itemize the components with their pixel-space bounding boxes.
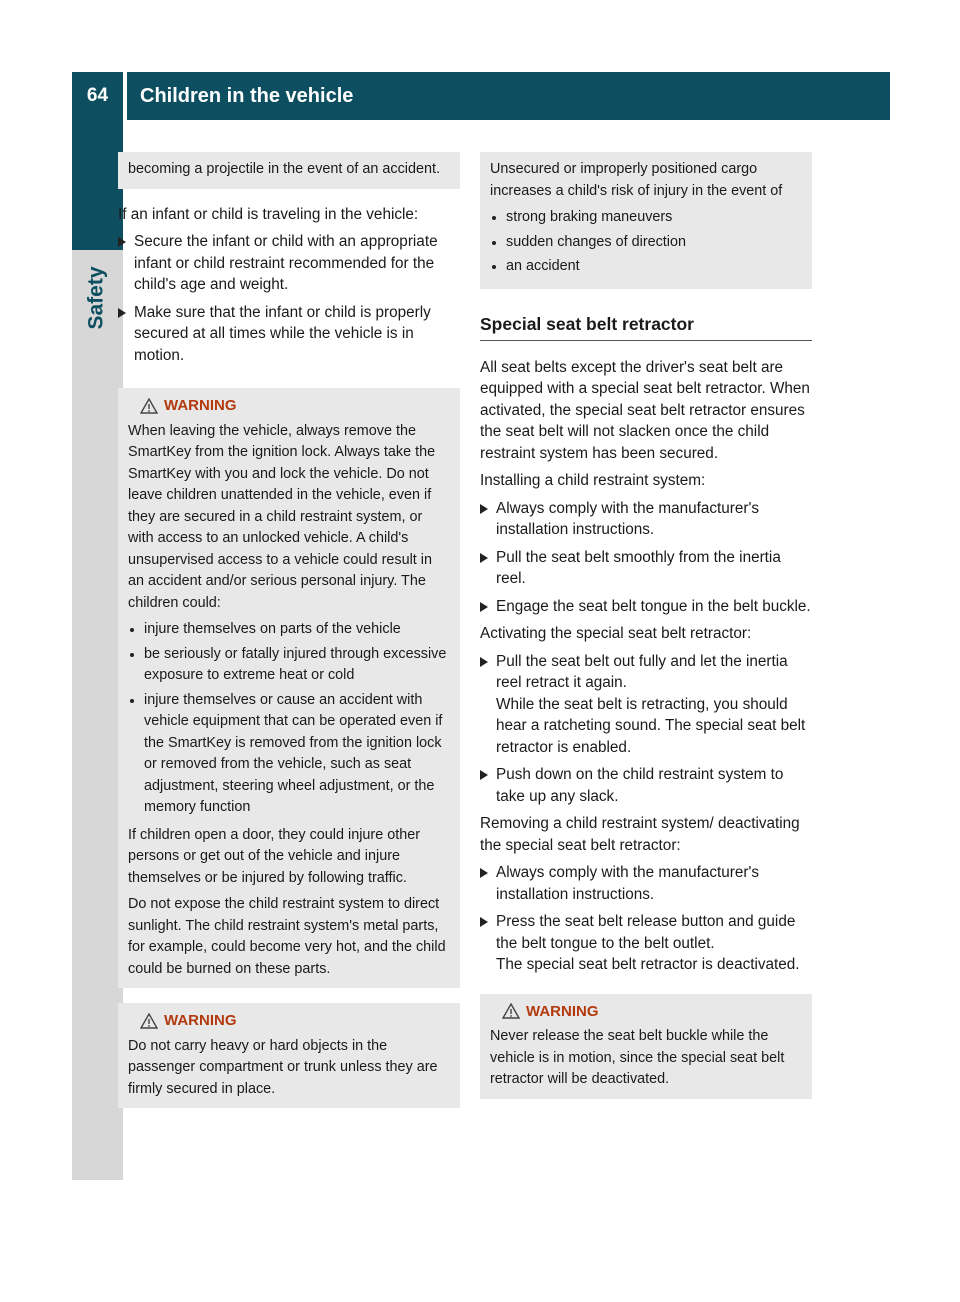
installing-label: Installing a child restraint system: bbox=[480, 472, 706, 489]
section-heading: Special seat belt retractor bbox=[480, 313, 812, 341]
section-intro: All seat belts except the driver's seat belt are equipped with a special seat belt retractor. When activated, the special seat belt retractor ensures the seat belt will not slacken once the child restraint system has been secured. bbox=[480, 358, 810, 462]
bullet-icon bbox=[492, 265, 496, 269]
step-arrow-icon bbox=[480, 868, 488, 878]
warning-title: WARNING bbox=[164, 1012, 237, 1029]
page-number: 64 bbox=[86, 85, 109, 106]
section-side-label bbox=[82, 253, 112, 343]
warning-heading bbox=[128, 395, 451, 417]
step-text: Push down on the child restraint system to take up any slack. bbox=[496, 766, 784, 805]
list-item bbox=[128, 690, 451, 819]
continued-warning-box bbox=[118, 152, 460, 189]
bullet-icon bbox=[492, 241, 496, 245]
step-arrow-icon bbox=[480, 504, 488, 514]
warning-box-cargo bbox=[118, 1003, 460, 1108]
activating-label: Activating the special seat belt retractor: bbox=[480, 625, 752, 642]
step-press-release bbox=[480, 911, 812, 976]
step-engage-tongue bbox=[480, 596, 812, 618]
warning-triangle-icon bbox=[502, 1003, 520, 1019]
warning-triangle-icon bbox=[140, 398, 158, 414]
step-push-down bbox=[480, 764, 812, 807]
list-item bbox=[128, 644, 451, 687]
warning-text: If children open a door, they could injure other persons or get out of the vehicle and injure themselves or be injured by following traffic. bbox=[128, 826, 421, 886]
step-text: Secure the infant or child with an appropriate infant or child restraint recommended for the child's age and weight. bbox=[134, 233, 438, 293]
step-arrow-icon bbox=[480, 553, 488, 563]
warning-title: WARNING bbox=[526, 1002, 599, 1020]
step-text: Pull the seat belt out fully and let the inertia reel retract it again. bbox=[496, 652, 788, 691]
step-arrow-icon bbox=[118, 237, 126, 247]
warning-box-unattended bbox=[118, 388, 460, 988]
step-note: While the seat belt is retracting, you should hear a ratcheting sound. The special seat belt retractor is enabled. bbox=[496, 695, 806, 756]
list-item bbox=[490, 256, 803, 278]
list-item bbox=[490, 207, 803, 229]
intro-text: If an infant or child is traveling in the vehicle: bbox=[118, 205, 419, 223]
step-pull-fully bbox=[480, 651, 812, 759]
step-arrow-icon bbox=[480, 602, 488, 612]
chapter-title: Children in the vehicle bbox=[140, 84, 354, 107]
step-secure-child bbox=[118, 231, 460, 296]
warning-text: When leaving the vehicle, always remove the SmartKey from the ignition lock. Always take the SmartKey with you and lock the vehicle. Do not leave children unattended in the vehicle, even if they are secured in a child restraint system, or with access to an unlocked vehicle. A child's unsupervised access to a vehicle could result in an accident and/or serious personal injury. The children could: bbox=[128, 422, 436, 611]
step-text: Always comply with the manufacturer's installation instructions. bbox=[496, 864, 760, 903]
continued-warning-text: becoming a projectile in the event of an accident. bbox=[128, 161, 440, 177]
list-item-text: injure themselves or cause an accident with vehicle equipment that can be operated even if the SmartKey is removed from the ignition lock or removed from the vehicle, such as seat adjustment, steering wheel adjustment, or the memory function bbox=[144, 691, 443, 815]
step-text: Engage the seat belt tongue in the belt buckle. bbox=[496, 597, 811, 615]
step-arrow-icon bbox=[118, 308, 126, 318]
warning-text: Do not carry heavy or hard objects in the passenger compartment or trunk unless they are firmly secured in place. bbox=[128, 1037, 438, 1097]
removing-label: Removing a child restraint system/ deactivating the special seat belt retractor: bbox=[480, 815, 800, 854]
list-item-text: be seriously or fatally injured through excessive exposure to extreme heat or cold bbox=[144, 645, 447, 683]
list-item-text: strong braking maneuvers bbox=[506, 209, 673, 225]
step-secured-motion bbox=[118, 302, 460, 367]
warning-heading bbox=[490, 1001, 803, 1023]
left-column bbox=[118, 152, 460, 1108]
step-install-instructions bbox=[480, 498, 812, 541]
step-arrow-icon bbox=[480, 917, 488, 927]
bullet-icon bbox=[130, 628, 134, 632]
step-remove-instructions bbox=[480, 862, 812, 905]
bullet-icon bbox=[130, 699, 134, 703]
list-item bbox=[490, 232, 803, 254]
step-arrow-icon bbox=[480, 657, 488, 667]
step-text: Always comply with the manufacturer's installation instructions. bbox=[496, 499, 760, 538]
warning-title: WARNING bbox=[164, 397, 237, 414]
list-item-text: injure themselves on parts of the vehicle bbox=[144, 621, 401, 637]
warning-triangle-icon bbox=[140, 1013, 158, 1029]
list-item bbox=[128, 619, 451, 641]
section-side-label-text: Safety bbox=[85, 266, 108, 330]
step-note: The special seat belt retractor is deactivated. bbox=[496, 956, 800, 973]
cargo-risk-text: Unsecured or improperly positioned cargo increases a child's risk of injury in the event of bbox=[490, 161, 783, 199]
step-arrow-icon bbox=[480, 770, 488, 780]
step-text: Press the seat belt release button and guide the belt tongue to the belt outlet. bbox=[496, 913, 796, 952]
side-tab-marker bbox=[72, 120, 123, 250]
warning-box-buckle bbox=[480, 994, 812, 1099]
warning-text: Never release the seat belt buckle while the vehicle is in motion, since the special seat belt retractor will be deactivated. bbox=[490, 1028, 785, 1087]
list-item-text: an accident bbox=[506, 258, 580, 274]
step-pull-belt bbox=[480, 547, 812, 590]
bullet-icon bbox=[492, 216, 496, 220]
step-text: Pull the seat belt smoothly from the inertia reel. bbox=[496, 548, 781, 587]
header-divider bbox=[123, 72, 127, 120]
bullet-icon bbox=[130, 653, 134, 657]
warning-text: Do not expose the child restraint system to direct sunlight. The child restraint system's metal parts, for example, could become very hot, and the child could be burned on these parts. bbox=[128, 896, 446, 977]
right-column bbox=[480, 152, 812, 1099]
cargo-risk-box bbox=[480, 152, 812, 289]
step-text: Make sure that the infant or child is properly secured at all times while the vehicle is in motion. bbox=[134, 303, 431, 364]
list-item-text: sudden changes of direction bbox=[506, 233, 687, 250]
warning-heading bbox=[128, 1010, 451, 1032]
